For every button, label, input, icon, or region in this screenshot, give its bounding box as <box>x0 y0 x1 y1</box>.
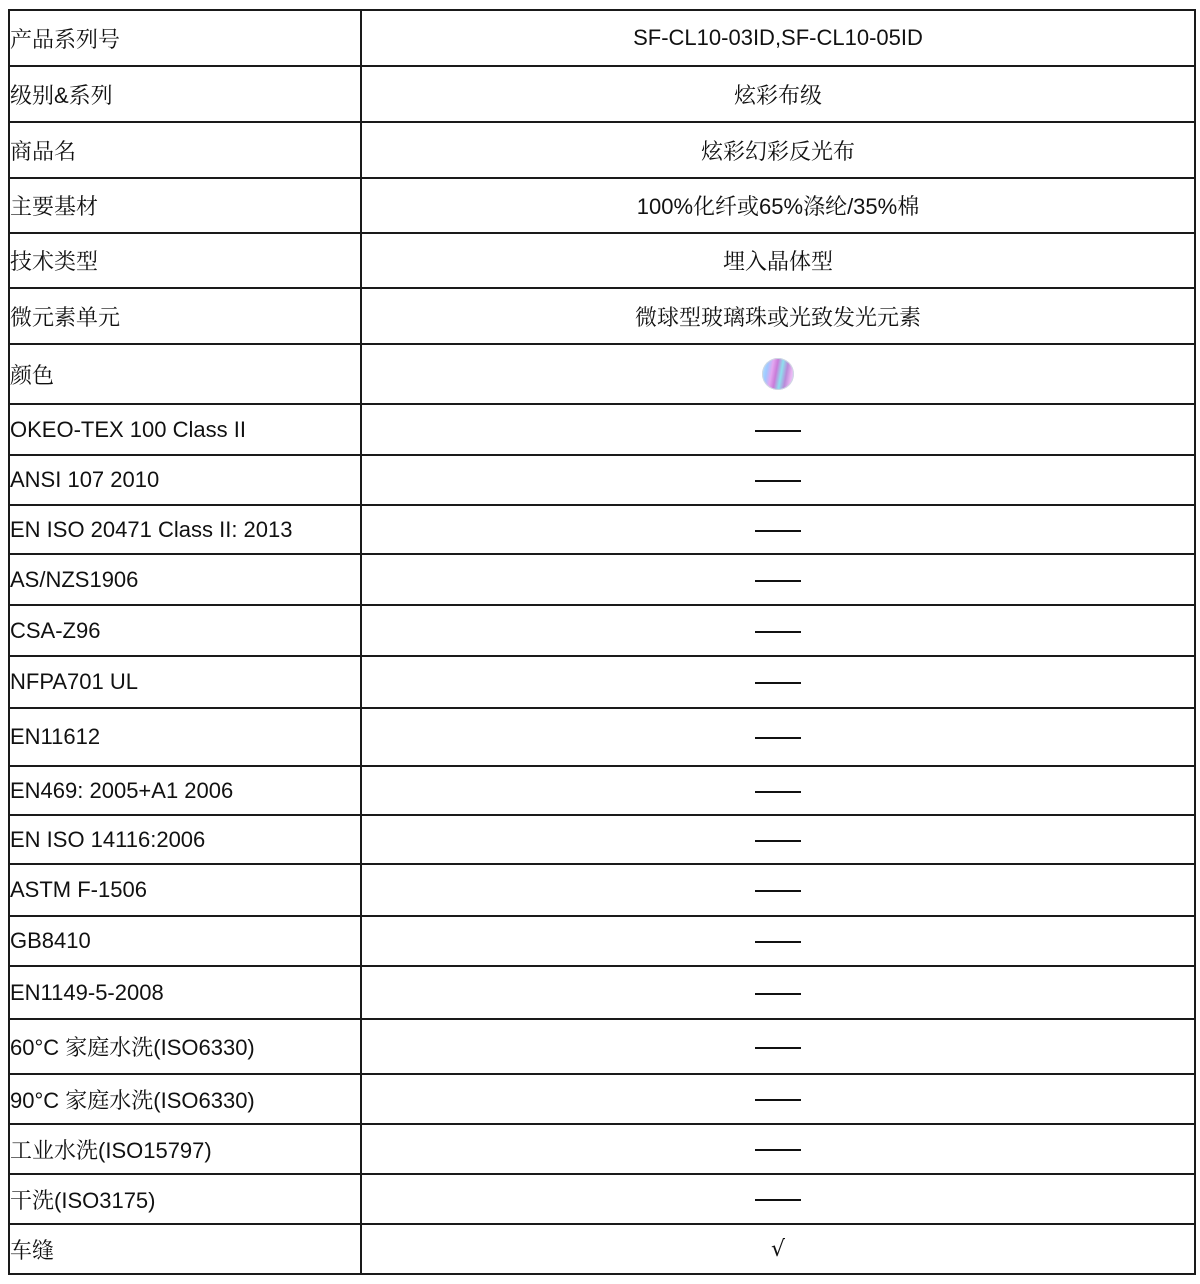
row-value <box>361 815 1195 864</box>
row-value <box>361 605 1195 656</box>
row-label: 级别&系列 <box>9 66 361 122</box>
dash-mark <box>755 890 801 892</box>
table-row <box>9 766 1195 815</box>
row-label: 车缝 <box>9 1224 361 1274</box>
row-value <box>361 966 1195 1019</box>
table-row <box>9 1019 1195 1074</box>
dash-mark <box>755 941 801 943</box>
table-row <box>9 1224 1195 1274</box>
row-label: 颜色 <box>9 344 361 404</box>
dash-mark <box>755 1149 801 1151</box>
dash-mark <box>755 530 801 532</box>
row-value: 炫彩幻彩反光布 <box>361 122 1195 178</box>
row-label: EN ISO 14116:2006 <box>9 815 361 864</box>
dash-mark <box>755 737 801 739</box>
row-value <box>361 864 1195 916</box>
table-row <box>9 122 1195 178</box>
row-label: 主要基材 <box>9 178 361 233</box>
row-label: EN11612 <box>9 708 361 766</box>
table-row <box>9 605 1195 656</box>
table-row <box>9 708 1195 766</box>
row-label: 60°C 家庭水洗(ISO6330) <box>9 1019 361 1074</box>
row-label: 技术类型 <box>9 233 361 288</box>
row-value <box>361 656 1195 708</box>
dash-mark <box>755 430 801 432</box>
row-value: SF-CL10-03ID,SF-CL10-05ID <box>361 10 1195 66</box>
table-row <box>9 916 1195 966</box>
row-label: OKEO-TEX 100 Class II <box>9 404 361 455</box>
dash-mark <box>755 1199 801 1201</box>
table-row <box>9 656 1195 708</box>
row-label: 微元素单元 <box>9 288 361 344</box>
row-label: CSA-Z96 <box>9 605 361 656</box>
row-label: EN ISO 20471 Class II: 2013 <box>9 505 361 554</box>
dash-mark <box>755 682 801 684</box>
dash-mark <box>755 1047 801 1049</box>
row-label: ANSI 107 2010 <box>9 455 361 505</box>
row-label: 干洗(ISO3175) <box>9 1174 361 1224</box>
row-label: 产品系列号 <box>9 10 361 66</box>
rainbow-swatch-icon <box>762 358 794 390</box>
row-value: 埋入晶体型 <box>361 233 1195 288</box>
table-row <box>9 344 1195 404</box>
row-label: NFPA701 UL <box>9 656 361 708</box>
check-mark: √ <box>361 1224 1195 1274</box>
row-value <box>361 916 1195 966</box>
table-row <box>9 288 1195 344</box>
row-value <box>361 1174 1195 1224</box>
table-row <box>9 1074 1195 1124</box>
table-row <box>9 178 1195 233</box>
row-value <box>361 344 1195 404</box>
table-row <box>9 505 1195 554</box>
row-label: 商品名 <box>9 122 361 178</box>
row-label: GB8410 <box>9 916 361 966</box>
table-row <box>9 404 1195 455</box>
table-row <box>9 66 1195 122</box>
table-row <box>9 1174 1195 1224</box>
row-value: 100%化纤或65%涤纶/35%棉 <box>361 178 1195 233</box>
dash-mark <box>755 631 801 633</box>
table-row <box>9 233 1195 288</box>
row-value <box>361 554 1195 605</box>
row-label: 90°C 家庭水洗(ISO6330) <box>9 1074 361 1124</box>
row-value <box>361 404 1195 455</box>
dash-mark <box>755 580 801 582</box>
dash-mark <box>755 791 801 793</box>
table-row <box>9 864 1195 916</box>
dash-mark <box>755 1099 801 1101</box>
dash-mark <box>755 840 801 842</box>
row-value <box>361 505 1195 554</box>
dash-mark <box>755 480 801 482</box>
row-value: 微球型玻璃珠或光致发光元素 <box>361 288 1195 344</box>
spec-table <box>8 9 1196 1275</box>
table-row <box>9 455 1195 505</box>
row-value <box>361 1019 1195 1074</box>
table-row <box>9 1124 1195 1174</box>
row-label: EN469: 2005+A1 2006 <box>9 766 361 815</box>
table-row <box>9 815 1195 864</box>
row-value <box>361 766 1195 815</box>
row-value: 炫彩布级 <box>361 66 1195 122</box>
row-label: 工业水洗(ISO15797) <box>9 1124 361 1174</box>
table-row <box>9 966 1195 1019</box>
row-value <box>361 708 1195 766</box>
table-row <box>9 10 1195 66</box>
row-label: EN1149-5-2008 <box>9 966 361 1019</box>
dash-mark <box>755 993 801 995</box>
row-value <box>361 1074 1195 1124</box>
table-row <box>9 554 1195 605</box>
row-label: ASTM F-1506 <box>9 864 361 916</box>
row-value <box>361 1124 1195 1174</box>
row-label: AS/NZS1906 <box>9 554 361 605</box>
row-value <box>361 455 1195 505</box>
